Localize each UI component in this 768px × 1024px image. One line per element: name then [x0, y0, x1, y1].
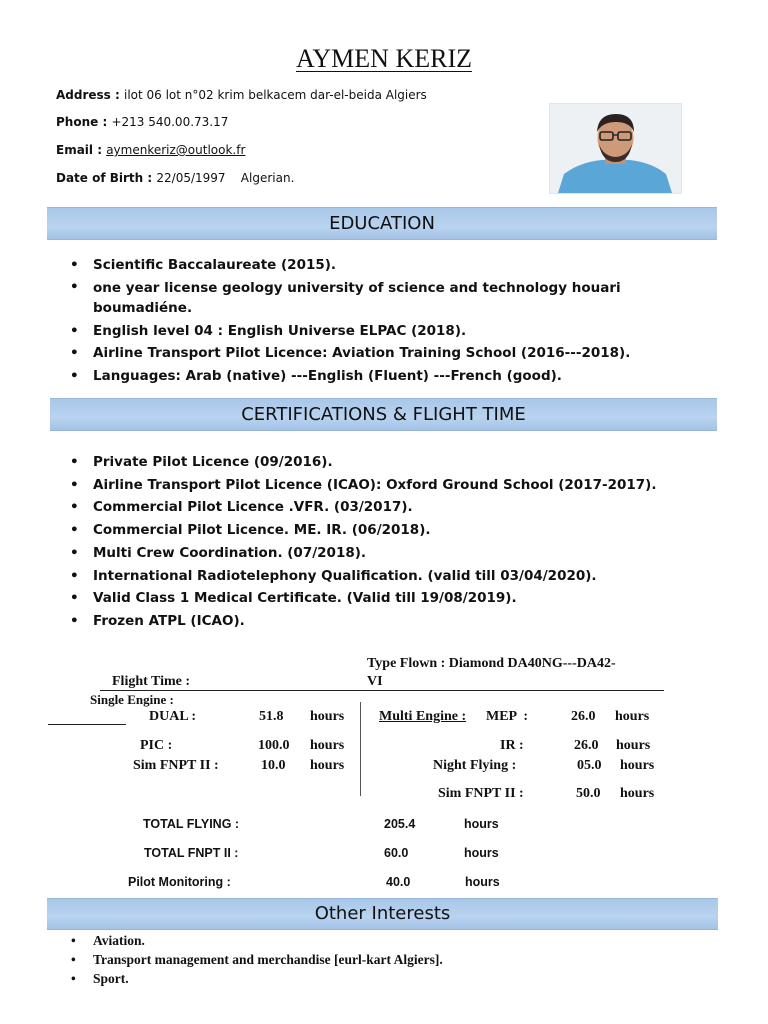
column-divider [360, 702, 361, 796]
night-flying-unit: hours [620, 758, 655, 773]
list-item: • Multi Crew Coordination. (07/2018). [70, 542, 700, 565]
pic-label: PIC : [140, 738, 173, 753]
pic-value: 100.0 [258, 738, 290, 753]
total-flying-unit: hours [464, 817, 499, 831]
sim-fnpt-multi-label: Sim FNPT II : [438, 786, 524, 801]
list-item: • Languages: Arab (native) ---English (Fluent) ---French (good). [70, 365, 670, 388]
night-flying-value: 05.0 [577, 758, 602, 773]
interests-header: Other Interests [47, 898, 718, 930]
candidate-name: AYMEN KERIZ [296, 44, 472, 73]
list-item: • Valid Class 1 Medical Certificate. (Valid till 19/08/2019). [70, 587, 700, 610]
dual-value: 51.8 [259, 709, 284, 724]
certifications-header: CERTIFICATIONS & FLIGHT TIME [50, 398, 717, 431]
total-flying-value: 205.4 [384, 817, 416, 831]
list-item: • Transport management and merchandise [eurl-kart Algiers]. [71, 950, 671, 969]
pilot-monitoring-unit: hours [465, 875, 500, 889]
list-item: • one year license geology university of science and technology houari boumadiéne. [70, 277, 670, 320]
sim-fnpt-multi-unit: hours [620, 786, 655, 801]
list-item: • Scientific Baccalaureate (2015). [70, 254, 670, 277]
list-item: • Airline Transport Pilot Licence (ICAO): Oxford Ground School (2017-2017). [70, 474, 700, 497]
flight-time-rule [100, 690, 664, 691]
total-flying-label: TOTAL FLYING : [143, 817, 240, 831]
education-list [70, 254, 670, 388]
list-item: • International Radiotelephony Qualification. (valid till 03/04/2020). [70, 565, 700, 588]
list-item: • English level 04 : English Universe ELPAC (2018). [70, 320, 670, 343]
dual-unit: hours [310, 709, 345, 724]
total-fnpt-label: TOTAL FNPT II : [144, 846, 239, 860]
list-item: • Airline Transport Pilot Licence: Aviation Training School (2016---2018). [70, 342, 670, 365]
sim-fnpt-single-value: 10.0 [261, 758, 286, 773]
list-item: • Sport. [71, 969, 671, 988]
list-item: • Commercial Pilot Licence .VFR. (03/2017). [70, 496, 700, 519]
type-flown-line-1: Type Flown : Diamond DA40NG---DA42- [367, 656, 616, 671]
phone-line: Phone : +213 540.00.73.17 [56, 115, 229, 129]
dob-line: Date of Birth : 22/05/1997 Algerian. [56, 171, 295, 185]
interests-list [71, 931, 671, 988]
pilot-monitoring-value: 40.0 [386, 875, 411, 889]
total-fnpt-unit: hours [464, 846, 499, 860]
list-item: • Private Pilot Licence (09/2016). [70, 451, 700, 474]
mep-label: MEP : [486, 709, 528, 724]
flight-time-label: Flight Time : [112, 674, 191, 689]
education-header: EDUCATION [47, 207, 717, 240]
mep-unit: hours [615, 709, 650, 724]
total-fnpt-value: 60.0 [384, 846, 409, 860]
type-flown-line-2: VI [367, 674, 383, 689]
email-link[interactable]: aymenkeriz@outlook.fr [106, 143, 246, 157]
sim-fnpt-single-label: Sim FNPT II : [133, 758, 219, 773]
dual-label: DUAL : [149, 709, 197, 724]
ir-label: IR : [500, 738, 524, 753]
multi-engine-label: Multi Engine : [379, 709, 467, 724]
list-item: • Frozen ATPL (ICAO). [70, 610, 700, 633]
single-engine-label: Single Engine : [90, 692, 174, 707]
pilot-monitoring-label: Pilot Monitoring : [128, 875, 231, 889]
address-line: Address : ilot 06 lot n°02 krim belkacem dar-el-beida Algiers [56, 88, 427, 102]
pic-unit: hours [310, 738, 345, 753]
list-item: • Aviation. [71, 931, 671, 950]
list-item: • Commercial Pilot Licence. ME. IR. (06/2018). [70, 519, 700, 542]
night-flying-label: Night Flying : [433, 758, 517, 773]
ir-unit: hours [616, 738, 651, 753]
email-line: Email : aymenkeriz@outlook.fr [56, 143, 246, 157]
certifications-list [70, 451, 700, 633]
sim-fnpt-multi-value: 50.0 [576, 786, 601, 801]
profile-photo [549, 103, 682, 194]
mep-value: 26.0 [571, 709, 596, 724]
ir-value: 26.0 [574, 738, 599, 753]
single-engine-underline [48, 724, 126, 725]
sim-fnpt-single-unit: hours [310, 758, 345, 773]
